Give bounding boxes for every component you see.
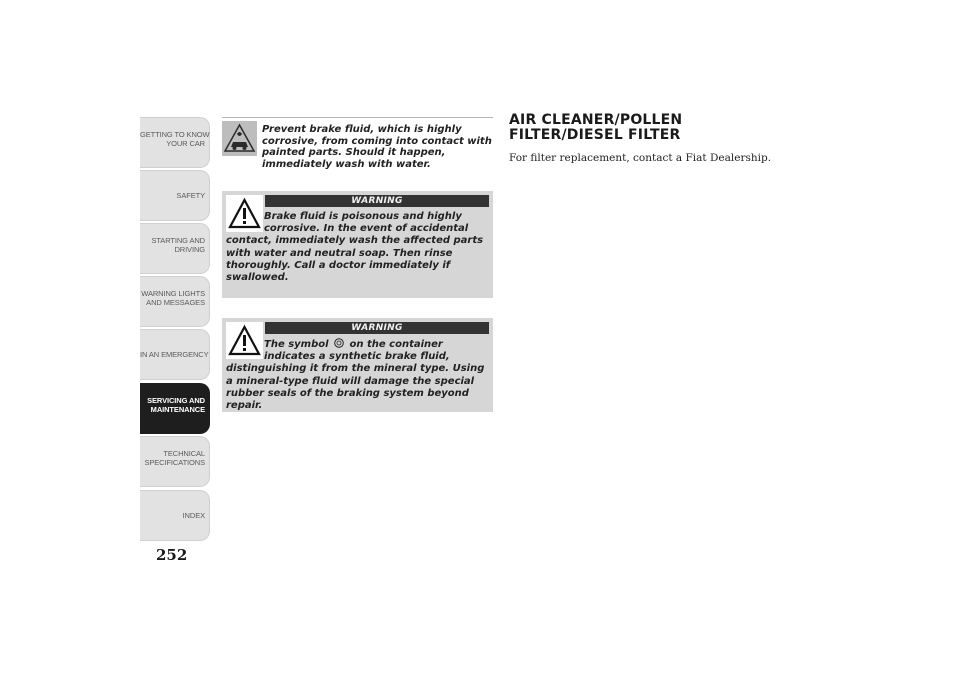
divider [222,117,493,118]
tab-label-line1: INDEX [182,511,205,520]
tab-label-line1: STARTING AND [151,236,205,245]
tab-in-an-emergency[interactable] [140,329,210,380]
tab-label-line1: WARNING LIGHTS [141,289,205,298]
synthetic-fluid-symbol-icon [334,338,344,348]
tab-label-line2: YOUR CAR [166,139,205,148]
tab-safety[interactable] [140,170,210,221]
warning-title: WARNING [265,322,489,334]
tab-technical-specifications[interactable] [140,436,210,487]
warning-box-synthetic-fluid [222,318,493,412]
section-body: For filter replacement, contact a Fiat Dealership. [509,152,772,164]
tab-label-line1: IN AN EMERGENCY [140,350,209,359]
page-number: 252 [156,546,188,564]
tab-label-line2: SPECIFICATIONS [144,458,205,467]
section-heading-line1: AIR CLEANER/POLLEN [509,112,683,128]
tab-warning-lights-and-messages[interactable] [140,276,210,327]
warning-body: Brake fluid is poisonous and highly corrosive. In the event of accidental contact, immediately wash the affected parts with water and neutral soap. Then rinse thoroughly. Call a doctor immediately if swallowed. [226,211,484,284]
tab-label-line2: AND MESSAGES [146,298,205,307]
tab-label-line2: DRIVING [174,245,205,254]
tab-label-line2: MAINTENANCE [150,405,205,414]
tab-label-line1: SAFETY [176,191,205,200]
warning-body-after-symbol: on the container indicates a synthetic brake fluid, distinguishing it from the mineral type. Using a mineral-type fluid will damage the special rubber seals of the braking system beyond repair. [226,339,485,412]
warning-text [226,338,490,412]
caution-note [222,124,494,170]
section-heading-line2: FILTER/DIESEL FILTER [509,126,681,143]
tab-label-line1: GETTING TO KNOW [140,130,210,139]
section-heading [509,113,682,142]
tab-label-line1: SERVICING AND [147,396,205,405]
tab-servicing-and-maintenance[interactable] [140,383,210,434]
tab-label-line1: TECHNICAL [163,449,205,458]
warning-body-before-symbol: The symbol [264,339,333,350]
warning-text [226,211,490,284]
tab-getting-to-know-your-car[interactable] [140,117,210,168]
caution-text: Prevent brake fluid, which is highly corrosive, from coming into contact with painted parts. Should it happen, immediately wash with water. [262,124,492,170]
tab-index[interactable] [140,490,210,541]
warning-box-brake-fluid-poisonous [222,191,493,298]
warning-title: WARNING [265,195,489,207]
tab-starting-and-driving[interactable] [140,223,210,274]
